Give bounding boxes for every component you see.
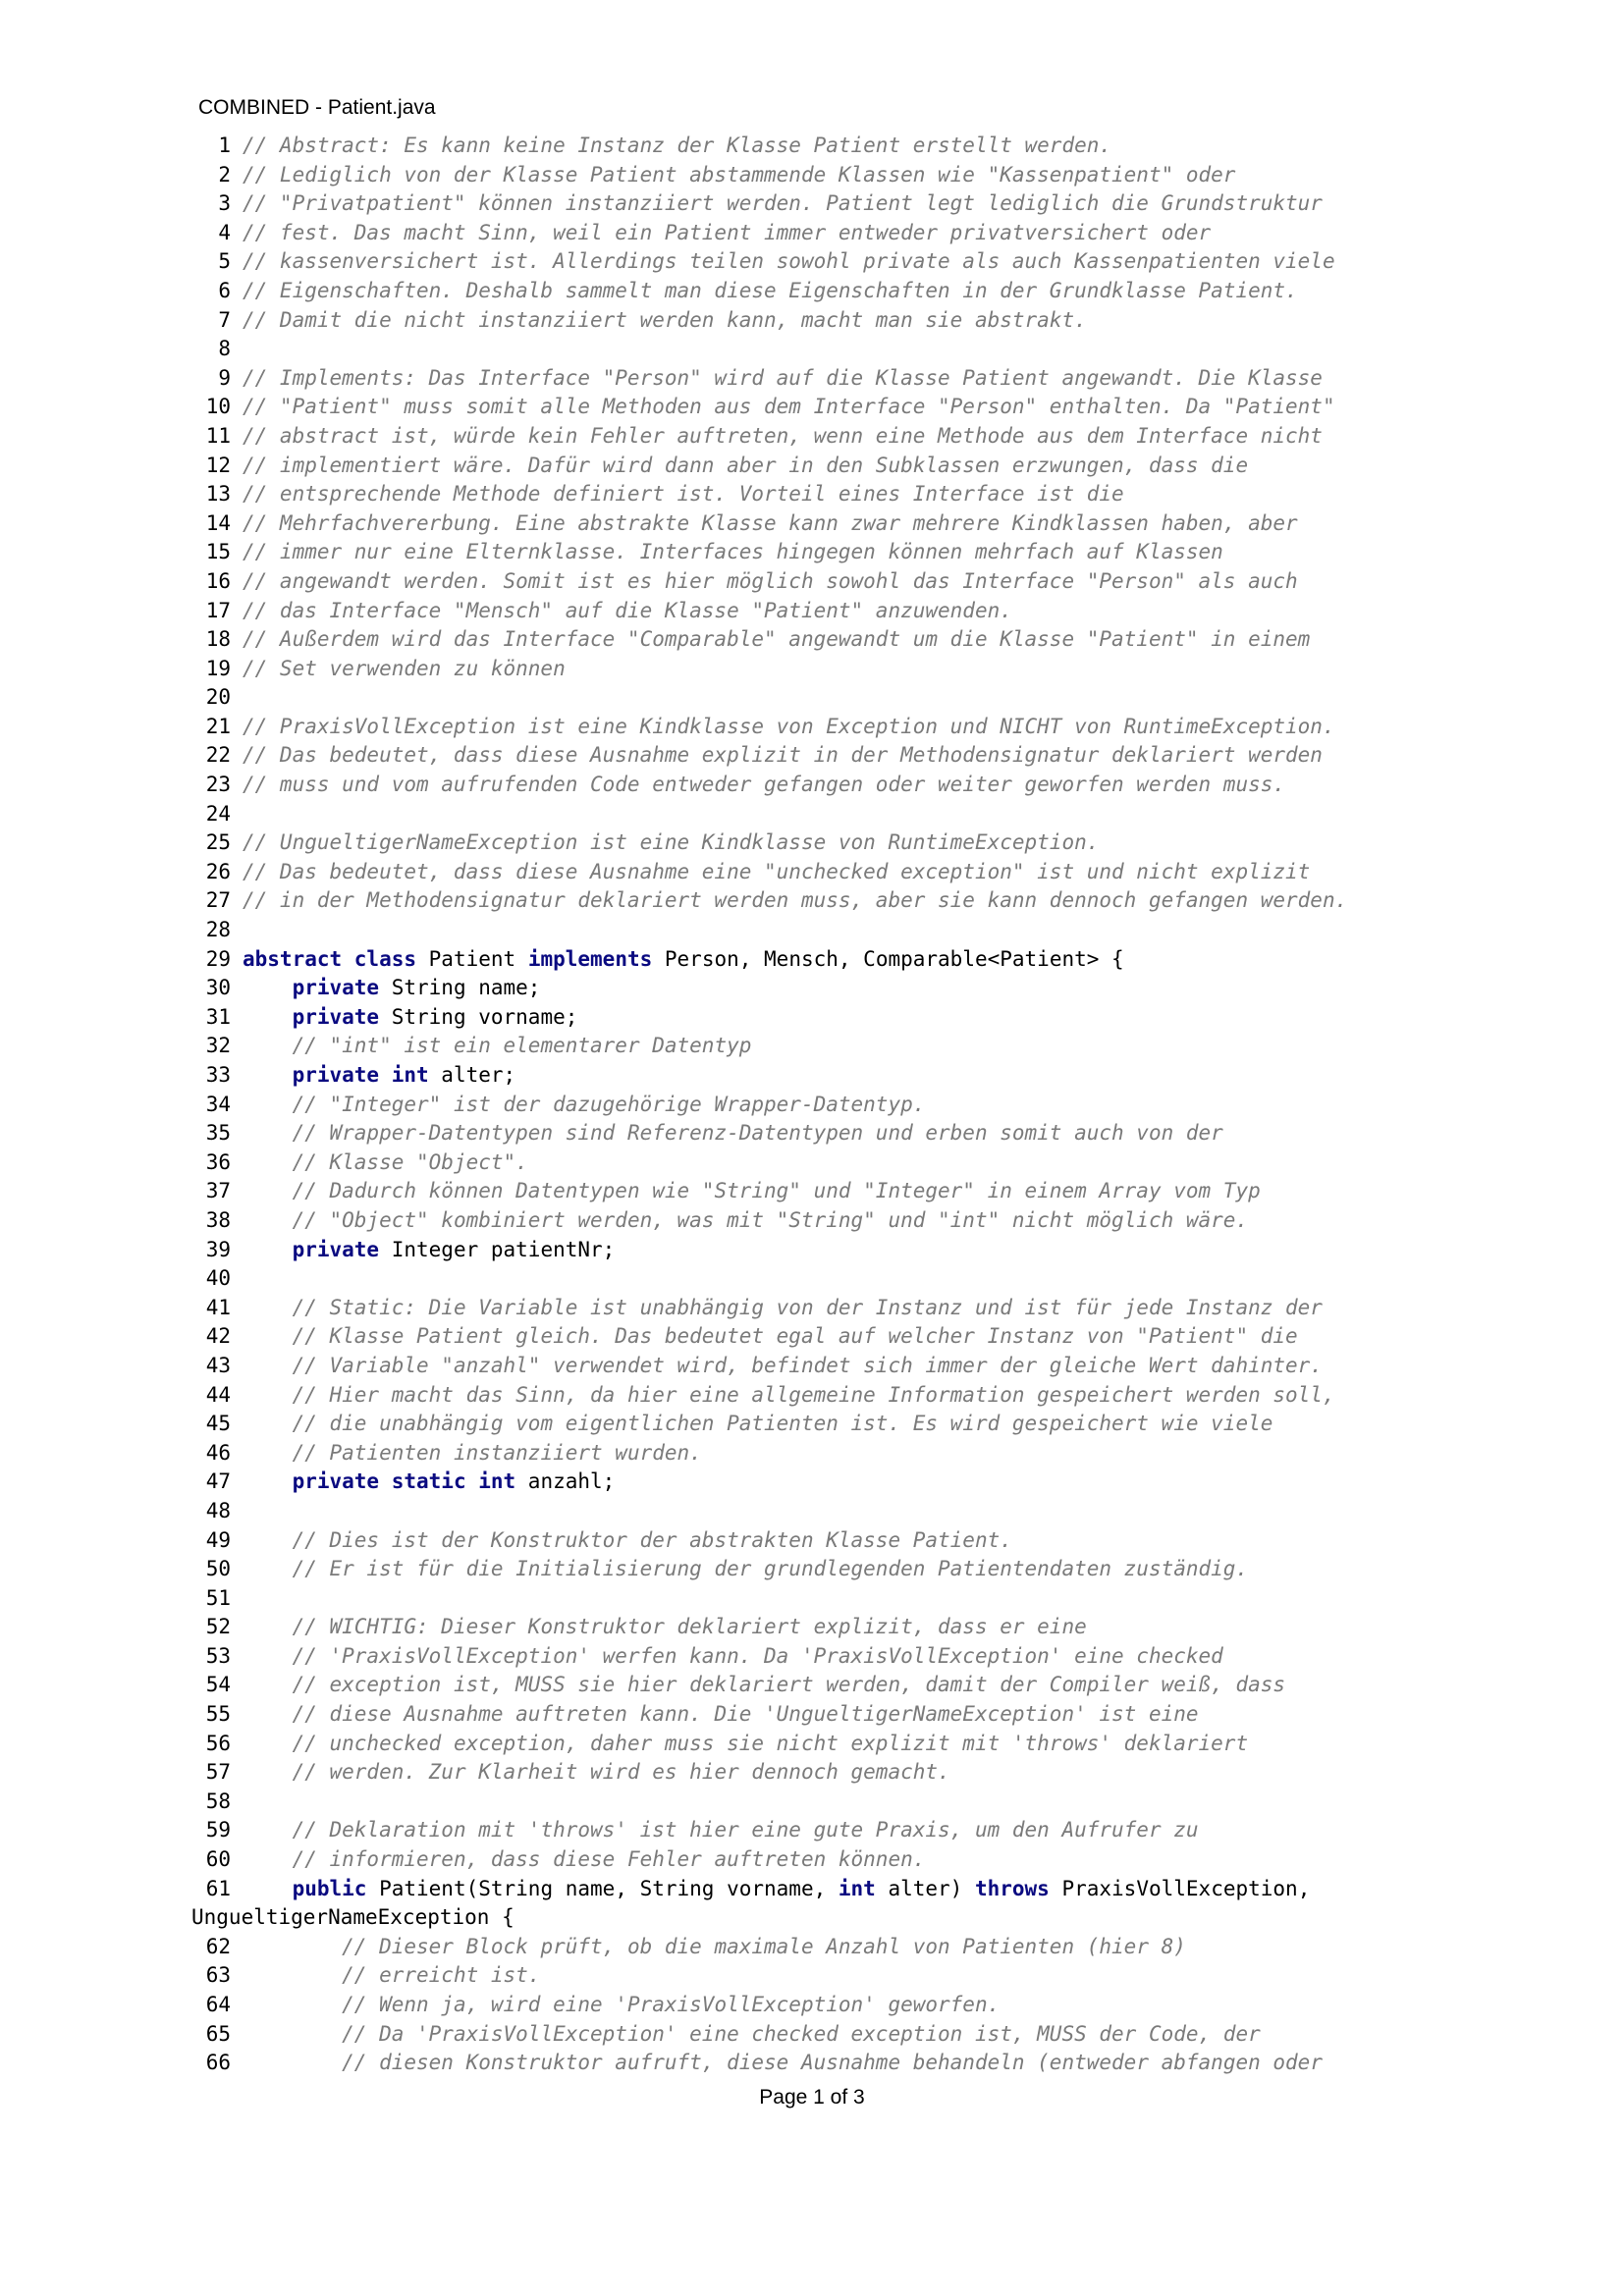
line-number: 25 bbox=[205, 830, 231, 855]
code-text bbox=[231, 1671, 1448, 1700]
code-line bbox=[191, 1352, 1448, 1381]
code-text bbox=[231, 1758, 1448, 1788]
code-line bbox=[191, 713, 1448, 742]
line-number: 2 bbox=[218, 162, 231, 187]
code-text bbox=[231, 1642, 1448, 1672]
code-line bbox=[191, 1264, 1448, 1294]
code-text bbox=[231, 1381, 1448, 1411]
line-number: 30 bbox=[205, 976, 231, 1000]
code-line bbox=[191, 567, 1448, 597]
code-text bbox=[231, 713, 1448, 742]
code-line bbox=[191, 538, 1448, 567]
line-number: 28 bbox=[205, 918, 231, 942]
line-number: 39 bbox=[205, 1237, 231, 1261]
code-line bbox=[191, 189, 1448, 219]
code-text bbox=[231, 2020, 1448, 2050]
code-text bbox=[231, 1788, 1448, 1817]
code-text bbox=[231, 335, 1448, 364]
code-line bbox=[191, 1468, 1448, 1497]
line-number: 32 bbox=[205, 1034, 231, 1058]
line-number: 64 bbox=[205, 1993, 231, 2016]
code-line bbox=[191, 886, 1448, 916]
code-line bbox=[191, 1206, 1448, 1236]
code-wrap-continuation: UngueltigerNameException { bbox=[191, 1905, 514, 1930]
code-line bbox=[191, 1439, 1448, 1468]
code-text bbox=[231, 306, 1448, 336]
code-line bbox=[191, 1410, 1448, 1439]
code-text bbox=[231, 1526, 1448, 1556]
line-number: 62 bbox=[205, 1934, 231, 1958]
code-line bbox=[191, 509, 1448, 539]
code-token: Patient bbox=[416, 946, 528, 971]
code-text bbox=[231, 1961, 1448, 1991]
line-number: 57 bbox=[205, 1760, 231, 1785]
code-text bbox=[231, 1148, 1448, 1178]
line-number: 48 bbox=[205, 1498, 231, 1522]
code-comment: // Static: Die Variable ist unabhängig von der Instanz und ist für jede Instanz der bbox=[292, 1295, 1323, 1319]
line-number: 15 bbox=[205, 540, 231, 564]
code-line bbox=[191, 1933, 1448, 1962]
code-comment: // Abstract: Es kann keine Instanz der Klasse Patient erstellt werden. bbox=[243, 133, 1112, 157]
code-text bbox=[231, 1700, 1448, 1730]
line-number: 60 bbox=[205, 1847, 231, 1872]
code-line bbox=[191, 828, 1448, 858]
code-line bbox=[191, 1148, 1448, 1178]
line-number: 3 bbox=[218, 191, 231, 216]
code-text bbox=[231, 655, 1448, 684]
code-token: String vorname; bbox=[379, 1004, 578, 1029]
code-comment: // Hier macht das Sinn, da hier eine allgemeine Information gespeichert werden soll, bbox=[292, 1382, 1335, 1407]
code-line bbox=[191, 1788, 1448, 1817]
line-number: 47 bbox=[205, 1469, 231, 1494]
code-comment: // Lediglich von der Klasse Patient abstammende Klassen wie "Kassenpatient" oder bbox=[243, 162, 1236, 187]
code-comment: // "Object" kombiniert werden, was mit "String" und "int" nicht möglich wäre. bbox=[292, 1207, 1249, 1232]
code-line bbox=[191, 480, 1448, 509]
line-number: 54 bbox=[205, 1673, 231, 1697]
code-comment: // Eigenschaften. Deshalb sammelt man diese Eigenschaften in der Grundklasse Patient. bbox=[243, 278, 1298, 302]
line-number: 4 bbox=[218, 220, 231, 244]
code-comment: // die unabhängig vom eigentlichen Patienten ist. Es wird gespeichert wie viele bbox=[292, 1412, 1273, 1436]
code-token: Patient(String name, String vorname, bbox=[366, 1876, 839, 1900]
code-line bbox=[191, 2049, 1448, 2078]
line-number: 59 bbox=[205, 1818, 231, 1842]
code-line bbox=[191, 1671, 1448, 1700]
code-comment: // das Interface "Mensch" auf die Klasse "Patient" anzuwenden. bbox=[243, 598, 1012, 622]
code-text bbox=[231, 567, 1448, 597]
line-number: 13 bbox=[205, 482, 231, 507]
code-comment: // Klasse "Object". bbox=[292, 1149, 528, 1174]
code-comment: // implementiert wäre. Dafür wird dann aber in den Subklassen erzwungen, dass die bbox=[243, 453, 1249, 477]
line-number: 14 bbox=[205, 510, 231, 535]
line-number: 19 bbox=[205, 656, 231, 680]
code-comment: // Das bedeutet, dass diese Ausnahme eine "unchecked exception" ist und nicht explizit bbox=[243, 859, 1311, 883]
code-comment: // immer nur eine Elternklasse. Interfaces hingegen können mehrfach auf Klassen bbox=[243, 540, 1223, 564]
code-text bbox=[231, 1933, 1448, 1962]
code-token: Integer patientNr; bbox=[379, 1237, 616, 1261]
code-text bbox=[231, 800, 1448, 829]
code-line bbox=[191, 422, 1448, 452]
line-number: 50 bbox=[205, 1557, 231, 1581]
line-number: 11 bbox=[205, 423, 231, 448]
code-comment: // PraxisVollException ist eine Kindklasse von Exception und NICHT von RuntimeException. bbox=[243, 714, 1335, 738]
code-comment: // in der Methodensignatur deklariert werden muss, aber sie kann dennoch gefangen werden. bbox=[243, 888, 1348, 913]
code-token: String name; bbox=[379, 976, 541, 1000]
line-number: 16 bbox=[205, 568, 231, 593]
code-comment: // entsprechende Methode definiert ist. Vorteil eines Interface ist die bbox=[243, 482, 1124, 507]
line-number: 45 bbox=[205, 1412, 231, 1436]
line-number: 21 bbox=[205, 714, 231, 738]
code-text bbox=[231, 1845, 1448, 1875]
code-text bbox=[231, 1991, 1448, 2020]
line-number: 5 bbox=[218, 249, 231, 274]
code-line bbox=[191, 1991, 1448, 2020]
code-text bbox=[231, 247, 1448, 277]
code-comment: // diese Ausnahme auftreten kann. Die 'UngueltigerNameException' ist eine bbox=[292, 1702, 1199, 1727]
line-number: 27 bbox=[205, 888, 231, 913]
code-text bbox=[231, 1322, 1448, 1352]
code-text bbox=[231, 1730, 1448, 1759]
code-comment: // unchecked exception, daher muss sie nicht explizit mit 'throws' deklariert bbox=[292, 1731, 1249, 1755]
line-number: 66 bbox=[205, 2051, 231, 2075]
line-number: 18 bbox=[205, 627, 231, 652]
line-number: 61 bbox=[205, 1876, 231, 1900]
code-line bbox=[191, 1236, 1448, 1265]
code-comment: // Dieser Block prüft, ob die maximale Anzahl von Patienten (hier 8) bbox=[342, 1934, 1186, 1958]
line-number: 53 bbox=[205, 1643, 231, 1668]
line-number: 9 bbox=[218, 365, 231, 390]
code-keyword: private static int bbox=[292, 1469, 516, 1494]
line-number: 58 bbox=[205, 1789, 231, 1813]
code-comment: // fest. Das macht Sinn, weil ein Patient immer entweder privatversichert oder bbox=[243, 220, 1212, 244]
code-text bbox=[231, 1206, 1448, 1236]
code-text bbox=[231, 538, 1448, 567]
code-keyword: int bbox=[838, 1876, 876, 1900]
code-keyword: implements bbox=[527, 946, 653, 971]
code-line bbox=[191, 1875, 1448, 1933]
code-text bbox=[231, 1091, 1448, 1120]
code-line bbox=[191, 1555, 1448, 1584]
line-number: 40 bbox=[205, 1266, 231, 1291]
code-text bbox=[231, 625, 1448, 655]
code-line bbox=[191, 800, 1448, 829]
code-text bbox=[231, 828, 1448, 858]
code-comment: // erreicht ist. bbox=[342, 1963, 541, 1988]
code-line bbox=[191, 1526, 1448, 1556]
code-text bbox=[231, 509, 1448, 539]
code-text bbox=[231, 132, 1448, 161]
code-comment: // "Integer" ist der dazugehörige Wrapper-Datentyp. bbox=[292, 1092, 926, 1116]
code-text bbox=[231, 393, 1448, 422]
code-comment: // werden. Zur Klarheit wird es hier dennoch gemacht. bbox=[292, 1760, 950, 1785]
code-comment: // Set verwenden zu können bbox=[243, 656, 566, 680]
code-comment: // Mehrfachvererbung. Eine abstrakte Klasse kann zwar mehrere Kindklassen haben, aber bbox=[243, 510, 1298, 535]
code-line bbox=[191, 1584, 1448, 1614]
code-text bbox=[231, 189, 1448, 219]
code-line bbox=[191, 1091, 1448, 1120]
code-line bbox=[191, 655, 1448, 684]
code-comment: // abstract ist, würde kein Fehler auftreten, wenn eine Methode aus dem Interface nicht bbox=[243, 423, 1323, 448]
code-line bbox=[191, 277, 1448, 306]
line-number: 44 bbox=[205, 1382, 231, 1407]
code-line bbox=[191, 1322, 1448, 1352]
code-keyword: throws bbox=[974, 1876, 1050, 1900]
line-number: 8 bbox=[218, 337, 231, 361]
code-line bbox=[191, 1061, 1448, 1091]
code-comment: // diesen Konstruktor aufruft, diese Ausnahme behandeln (entweder abfangen oder bbox=[342, 2051, 1323, 2075]
line-number: 46 bbox=[205, 1440, 231, 1465]
code-text bbox=[231, 945, 1448, 975]
code-line bbox=[191, 1294, 1448, 1323]
line-number: 23 bbox=[205, 773, 231, 797]
page-number: Page 1 of 3 bbox=[759, 2086, 865, 2109]
code-text bbox=[231, 1264, 1448, 1294]
code-comment: // exception ist, MUSS sie hier deklariert werden, damit der Compiler weiß, dass bbox=[292, 1673, 1286, 1697]
line-number: 7 bbox=[218, 307, 231, 332]
code-line bbox=[191, 1816, 1448, 1845]
line-number: 6 bbox=[218, 278, 231, 302]
code-line bbox=[191, 1845, 1448, 1875]
code-comment: // WICHTIG: Dieser Konstruktor deklariert explizit, dass er eine bbox=[292, 1615, 1087, 1639]
code-line bbox=[191, 393, 1448, 422]
code-text bbox=[231, 219, 1448, 248]
code-text bbox=[231, 1584, 1448, 1614]
code-comment: // Patienten instanziiert wurden. bbox=[292, 1440, 702, 1465]
code-line bbox=[191, 945, 1448, 975]
code-text bbox=[231, 597, 1448, 626]
line-number: 51 bbox=[205, 1585, 231, 1610]
code-comment: // Implements: Das Interface "Person" wird auf die Klasse Patient angewandt. Die Klasse bbox=[243, 365, 1323, 390]
line-number: 33 bbox=[205, 1063, 231, 1087]
code-text bbox=[231, 771, 1448, 800]
code-text bbox=[231, 1294, 1448, 1323]
code-text bbox=[231, 2049, 1448, 2078]
code-text bbox=[231, 858, 1448, 887]
code-line bbox=[191, 306, 1448, 336]
code-comment: // informieren, dass diese Fehler auftreten können. bbox=[292, 1847, 926, 1872]
code-line bbox=[191, 1961, 1448, 1991]
code-line bbox=[191, 364, 1448, 394]
code-text bbox=[231, 480, 1448, 509]
code-keyword: private bbox=[292, 1004, 380, 1029]
code-comment: // Außerdem wird das Interface "Comparable" angewandt um die Klasse "Patient" in einem bbox=[243, 627, 1311, 652]
code-line bbox=[191, 1381, 1448, 1411]
code-comment: // "Patient" muss somit alle Methoden aus dem Interface "Person" enthalten. Da "Patient" bbox=[243, 395, 1335, 419]
code-line bbox=[191, 597, 1448, 626]
line-number: 20 bbox=[205, 685, 231, 710]
code-text bbox=[231, 1003, 1448, 1033]
line-number: 29 bbox=[205, 946, 231, 971]
line-number: 36 bbox=[205, 1149, 231, 1174]
code-text bbox=[231, 452, 1448, 481]
code-keyword: public bbox=[292, 1876, 367, 1900]
code-comment: // Da 'PraxisVollException' eine checked exception ist, MUSS der Code, der bbox=[342, 2021, 1261, 2046]
code-token: anzahl; bbox=[515, 1469, 616, 1494]
line-number: 34 bbox=[205, 1092, 231, 1116]
code-text bbox=[231, 1439, 1448, 1468]
line-number: 37 bbox=[205, 1179, 231, 1203]
code-line bbox=[191, 132, 1448, 161]
code-line bbox=[191, 974, 1448, 1003]
code-line bbox=[191, 1119, 1448, 1148]
line-number: 41 bbox=[205, 1295, 231, 1319]
code-keyword: private int bbox=[292, 1063, 429, 1087]
line-number: 55 bbox=[205, 1702, 231, 1727]
code-line bbox=[191, 2020, 1448, 2050]
line-number: 1 bbox=[218, 133, 231, 157]
code-line bbox=[191, 741, 1448, 771]
line-number: 65 bbox=[205, 2021, 231, 2046]
code-line bbox=[191, 1497, 1448, 1526]
code-keyword: private bbox=[292, 976, 380, 1000]
code-text bbox=[231, 741, 1448, 771]
code-line bbox=[191, 219, 1448, 248]
line-number: 35 bbox=[205, 1121, 231, 1146]
line-number: 10 bbox=[205, 395, 231, 419]
code-line bbox=[191, 771, 1448, 800]
code-text bbox=[231, 161, 1448, 190]
code-line bbox=[191, 1642, 1448, 1672]
code-text bbox=[231, 886, 1448, 916]
code-line bbox=[191, 916, 1448, 945]
code-listing bbox=[191, 132, 1448, 2078]
code-line bbox=[191, 858, 1448, 887]
code-text bbox=[231, 277, 1448, 306]
code-token: Person, Mensch, Comparable<Patient> { bbox=[652, 946, 1124, 971]
code-comment: // Damit die nicht instanziiert werden kann, macht man sie abstrakt. bbox=[243, 307, 1087, 332]
line-number: 52 bbox=[205, 1615, 231, 1639]
line-number: 22 bbox=[205, 743, 231, 768]
code-text bbox=[231, 1555, 1448, 1584]
code-comment: // Dadurch können Datentypen wie "String" und "Integer" in einem Array vom Typ bbox=[292, 1179, 1261, 1203]
code-comment: // muss und vom aufrufenden Code entweder gefangen oder weiter geworfen werden muss. bbox=[243, 773, 1286, 797]
line-number: 63 bbox=[205, 1963, 231, 1988]
code-text bbox=[231, 422, 1448, 452]
line-number: 31 bbox=[205, 1004, 231, 1029]
line-number: 42 bbox=[205, 1324, 231, 1349]
code-line bbox=[191, 335, 1448, 364]
code-comment: // Deklaration mit 'throws' ist hier eine gute Praxis, um den Aufrufer zu bbox=[292, 1818, 1199, 1842]
code-comment: // angewandt werden. Somit ist es hier möglich sowohl das Interface "Person" als auch bbox=[243, 568, 1298, 593]
code-line bbox=[191, 247, 1448, 277]
code-line bbox=[191, 161, 1448, 190]
code-text bbox=[231, 1497, 1448, 1526]
line-number: 12 bbox=[205, 453, 231, 477]
code-line bbox=[191, 1032, 1448, 1061]
code-comment: // Wrapper-Datentypen sind Referenz-Datentypen und erben somit auch von der bbox=[292, 1121, 1223, 1146]
code-comment: // "int" ist ein elementarer Datentyp bbox=[292, 1034, 752, 1058]
line-number: 26 bbox=[205, 859, 231, 883]
code-token: PraxisVollException, bbox=[1049, 1876, 1311, 1900]
code-comment: // 'PraxisVollException' werfen kann. Da 'PraxisVollException' eine checked bbox=[292, 1643, 1223, 1668]
code-keyword: abstract class bbox=[243, 946, 417, 971]
code-text bbox=[231, 683, 1448, 713]
line-number: 17 bbox=[205, 598, 231, 622]
code-text bbox=[231, 1061, 1448, 1091]
code-text bbox=[231, 1410, 1448, 1439]
document-title: COMBINED - Patient.java bbox=[198, 96, 436, 119]
code-text bbox=[231, 916, 1448, 945]
code-line bbox=[191, 1177, 1448, 1206]
code-comment: // Klasse Patient gleich. Das bedeutet egal auf welcher Instanz von "Patient" die bbox=[292, 1324, 1298, 1349]
code-text bbox=[231, 1119, 1448, 1148]
code-text bbox=[231, 364, 1448, 394]
code-line bbox=[191, 1730, 1448, 1759]
line-number: 38 bbox=[205, 1207, 231, 1232]
code-line bbox=[191, 1758, 1448, 1788]
code-comment: // Dies ist der Konstruktor der abstrakten Klasse Patient. bbox=[292, 1527, 1012, 1552]
code-text bbox=[231, 1352, 1448, 1381]
code-token: alter; bbox=[428, 1063, 516, 1087]
code-keyword: private bbox=[292, 1237, 380, 1261]
code-comment: // "Privatpatient" können instanziiert werden. Patient legt lediglich die Grundstruktur bbox=[243, 191, 1323, 216]
code-comment: // UngueltigerNameException ist eine Kindklasse von RuntimeException. bbox=[243, 830, 1100, 855]
code-line bbox=[191, 625, 1448, 655]
code-text bbox=[231, 1177, 1448, 1206]
code-text bbox=[231, 1236, 1448, 1265]
code-comment: // kassenversichert ist. Allerdings teilen sowohl private als auch Kassenpatienten viele bbox=[243, 249, 1335, 274]
code-text bbox=[231, 1468, 1448, 1497]
code-line bbox=[191, 1613, 1448, 1642]
code-text bbox=[231, 1613, 1448, 1642]
code-line bbox=[191, 452, 1448, 481]
code-text bbox=[231, 974, 1448, 1003]
line-number: 49 bbox=[205, 1527, 231, 1552]
code-comment: // Wenn ja, wird eine 'PraxisVollException' geworfen. bbox=[342, 1993, 1001, 2016]
line-number: 43 bbox=[205, 1353, 231, 1377]
code-line bbox=[191, 1003, 1448, 1033]
code-line bbox=[191, 1700, 1448, 1730]
code-line bbox=[191, 683, 1448, 713]
code-text bbox=[231, 1032, 1448, 1061]
line-number: 24 bbox=[205, 801, 231, 826]
code-comment: // Er ist für die Initialisierung der grundlegenden Patientendaten zuständig. bbox=[292, 1557, 1249, 1581]
code-token: alter) bbox=[875, 1876, 975, 1900]
code-text bbox=[231, 1816, 1448, 1845]
code-comment: // Variable "anzahl" verwendet wird, befindet sich immer der gleiche Wert dahinter. bbox=[292, 1353, 1323, 1377]
code-comment: // Das bedeutet, dass diese Ausnahme explizit in der Methodensignatur deklariert werden bbox=[243, 743, 1323, 768]
line-number: 56 bbox=[205, 1731, 231, 1755]
